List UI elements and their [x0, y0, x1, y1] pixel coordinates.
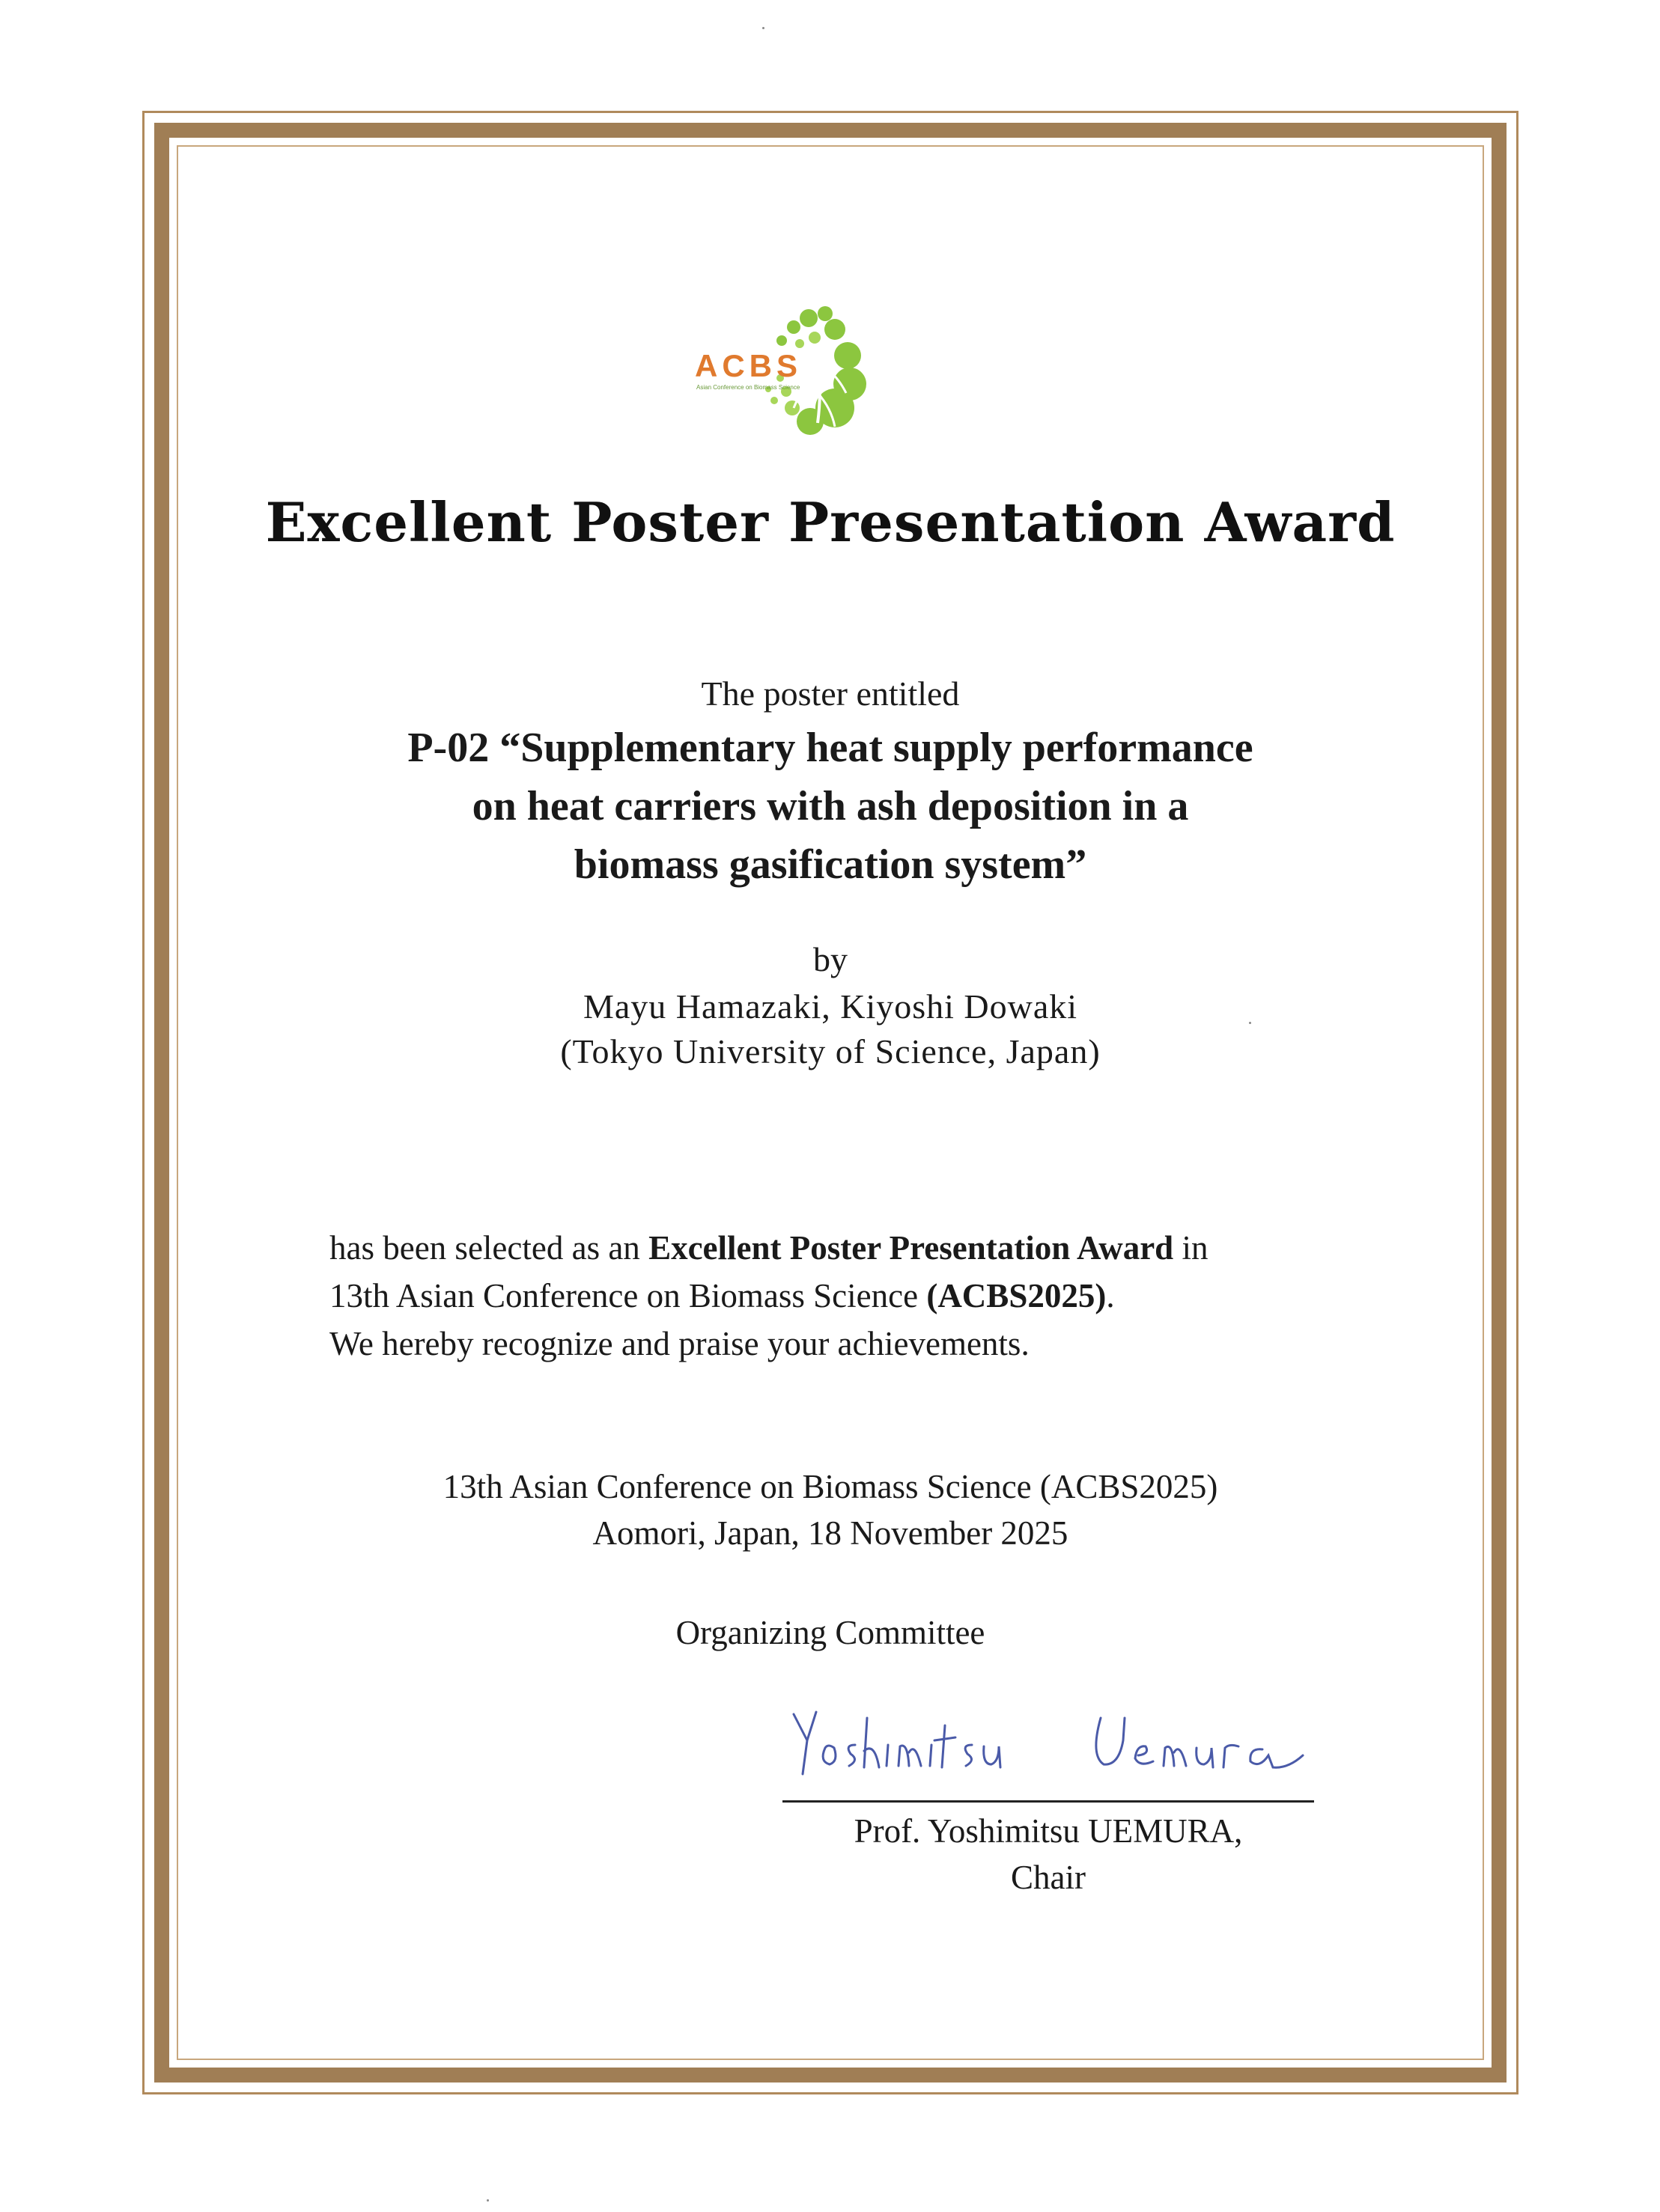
- signer-role: Chair: [1011, 1859, 1086, 1896]
- authors: Mayu Hamazaki, Kiyoshi Dowaki: [583, 987, 1078, 1026]
- poster-title-line: on heat carriers with ash deposition in a: [472, 783, 1189, 829]
- signature-graphic: [786, 1695, 1310, 1785]
- conference-name: 13th Asian Conference on Biomass Science (ACBS2025): [443, 1468, 1218, 1505]
- statement-line: We hereby recognize and praise your achievements.: [329, 1325, 1030, 1362]
- award-statement: [329, 1224, 1393, 1368]
- committee: Organizing Committee: [675, 1614, 985, 1651]
- poster-title-line: P-02 “Supplementary heat supply performance: [407, 725, 1253, 771]
- logo-subtitle: Asian Conference on Biomass Science: [696, 384, 800, 391]
- scan-speck: [1249, 1022, 1251, 1024]
- affiliation: (Tokyo University of Science, Japan): [560, 1032, 1101, 1070]
- place-date: Aomori, Japan, 18 November 2025: [592, 1514, 1068, 1552]
- award-title: Excellent Poster Presentation Award: [265, 490, 1396, 554]
- signature-line: [782, 1800, 1314, 1803]
- logo-text: ACBS: [695, 348, 803, 383]
- statement-line: has been selected as an Excellent Poster Presentation Award in: [329, 1229, 1208, 1267]
- poster-title: [177, 719, 1484, 894]
- poster-title-line: biomass gasification system”: [574, 841, 1087, 888]
- scan-speck: [487, 2199, 489, 2202]
- signer-name: Prof. Yoshimitsu UEMURA,: [854, 1812, 1243, 1850]
- by-label: by: [813, 940, 848, 978]
- scan-speck: [762, 27, 764, 29]
- poster-intro: The poster entitled: [701, 674, 960, 713]
- statement-line: 13th Asian Conference on Biomass Science (ACBS2025).: [329, 1277, 1115, 1314]
- acbs-logo: [681, 296, 895, 449]
- handwritten-signature: [786, 1695, 1310, 1785]
